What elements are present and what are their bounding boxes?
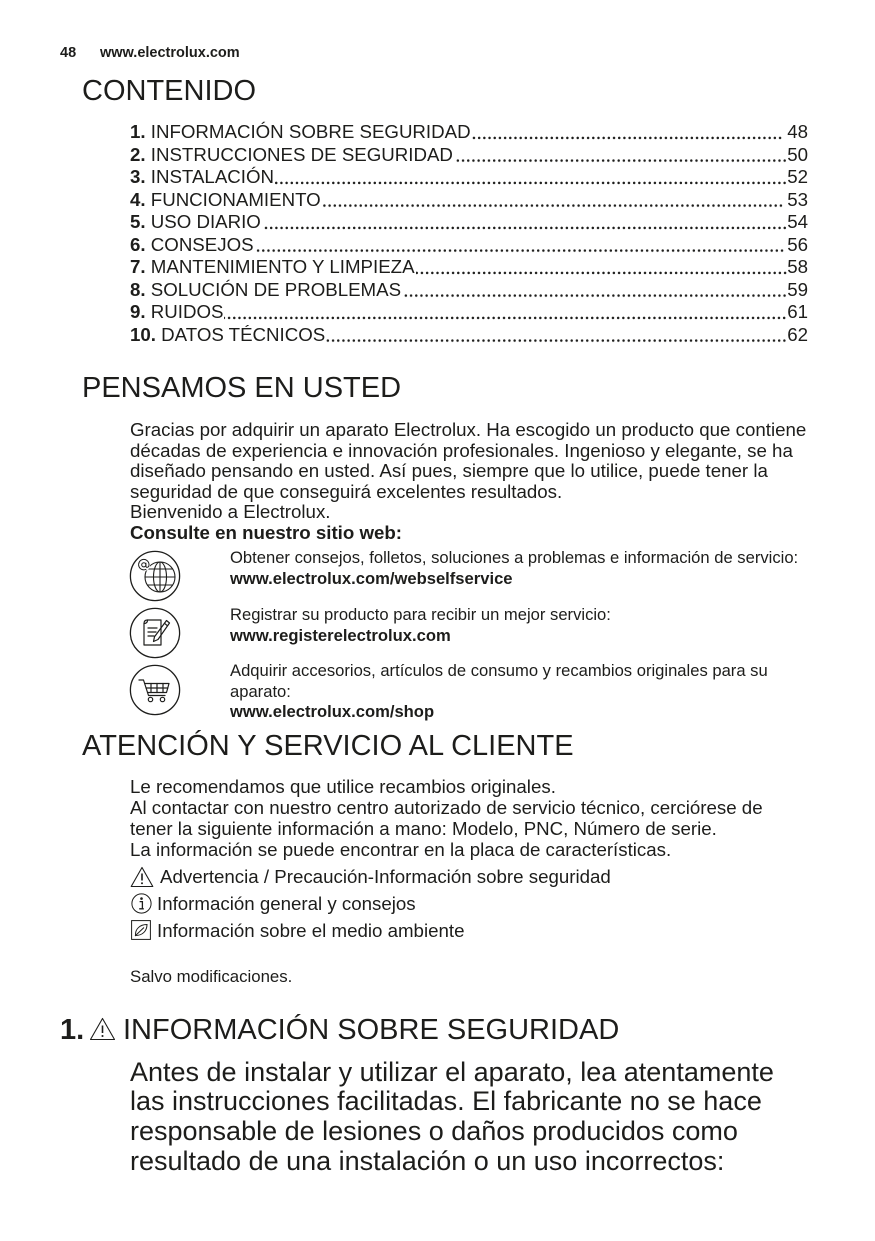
toc-item-page: 59 [787, 278, 808, 300]
toc-item-number: 2. [130, 143, 146, 165]
link-description: aparato: [230, 681, 291, 701]
toc-dot-leader [262, 211, 787, 234]
toc-item[interactable] [130, 279, 808, 302]
toc-item-page: 56 [787, 233, 808, 255]
paragraph-line: Gracias por adquirir un aparato Electrolux. Ha escogido un producto que contiene [130, 419, 807, 440]
toc-dot-leader [322, 189, 784, 212]
register-notepad-icon [129, 607, 181, 659]
header-website: www.electrolux.com [100, 45, 240, 61]
toc-item-title: FUNCIONAMIENTO [150, 188, 321, 210]
link-url[interactable]: www.registerelectrolux.com [230, 625, 451, 645]
link-description: Obtener consejos, folletos, soluciones a problemas e información de servicio: [230, 548, 799, 567]
customer-care-paragraph [130, 777, 763, 861]
toc-item-title: DATOS TÉCNICOS [161, 323, 326, 345]
toc-dot-leader [416, 256, 788, 279]
paragraph-line: Bienvenido a Electrolux. [130, 501, 331, 523]
toc-item-page: 50 [787, 143, 808, 165]
consult-website-label: Consulte en nuestro sitio web: [130, 521, 403, 543]
paragraph-line: Al contactar con nuestro centro autorizado de servicio técnico, cerciórese de [130, 796, 763, 818]
toc-item-number: 6. [130, 233, 146, 255]
warning-icon [89, 1017, 116, 1041]
link-description: Adquirir accesorios, artículos de consumo y recambios originales para su [230, 661, 768, 680]
toc-item-title: RUIDOS [150, 301, 224, 323]
toc-item-title: SOLUCIÓN DE PROBLEMAS [150, 278, 402, 300]
thinking-of-you-paragraph [130, 420, 806, 544]
toc-item[interactable] [130, 166, 808, 189]
toc-item[interactable] [130, 301, 808, 324]
toc-item-number: 9. [130, 301, 146, 323]
symbol-label-warning: Advertencia / Precaución-Información sobre seguridad [160, 866, 611, 887]
toc-item[interactable] [130, 324, 808, 347]
toc-dot-leader [454, 144, 787, 167]
toc-item-page: 62 [787, 323, 808, 345]
safety-intro-paragraph [130, 1058, 774, 1177]
toc-item[interactable] [130, 121, 808, 144]
toc-item-title: INSTALACIÓN [150, 166, 275, 188]
link-description: Registrar su producto para recibir un mejor servicio: [230, 605, 611, 624]
toc-item-page: 48 [787, 121, 808, 142]
subject-to-change-note: Salvo modificaciones. [130, 967, 293, 986]
link-block-webselfservice [230, 548, 798, 589]
symbol-label-environment: Información sobre el medio ambiente [157, 920, 465, 941]
thinking-of-you-heading: PENSAMOS EN USTED [82, 372, 402, 404]
paragraph-line: seguridad de que conseguirá excelentes resultados. [130, 480, 563, 502]
toc-item-page: 61 [787, 301, 808, 323]
toc-item[interactable] [130, 211, 808, 234]
toc-item-page: 53 [787, 188, 808, 210]
toc-item-number: 10. [130, 323, 156, 345]
link-url[interactable]: www.electrolux.com/webselfservice [230, 568, 513, 588]
toc-item[interactable] [130, 234, 808, 257]
toc-dot-leader [255, 234, 785, 257]
toc-dot-leader [326, 324, 787, 347]
customer-care-heading: ATENCIÓN Y SERVICIO AL CLIENTE [82, 730, 574, 762]
shopping-cart-icon [129, 664, 181, 716]
contents-heading: CONTENIDO [82, 75, 256, 107]
table-of-contents [130, 121, 808, 346]
paragraph-line: décadas de experiencia e innovación profesionales. Ingenioso y elegante, se ha [130, 439, 793, 461]
paragraph-line: diseñado pensando en usted. Así pues, siempre que lo utilice, puede tener la [130, 460, 768, 482]
toc-item[interactable] [130, 256, 808, 279]
toc-item-title: CONSEJOS [150, 233, 254, 255]
toc-item-page: 52 [787, 166, 808, 188]
paragraph-line: La información se puede encontrar en la placa de características. [130, 838, 672, 860]
globe-at-icon [129, 550, 181, 602]
toc-dot-leader [402, 279, 787, 302]
link-block-shop [230, 661, 768, 723]
toc-item-title: INSTRUCCIONES DE SEGURIDAD [150, 143, 453, 165]
toc-item[interactable] [130, 189, 808, 212]
toc-item-number: 4. [130, 188, 146, 210]
toc-item-title: MANTENIMIENTO Y LIMPIEZA [150, 256, 415, 278]
toc-item-title: INFORMACIÓN SOBRE SEGURIDAD [150, 121, 471, 142]
toc-dot-leader [224, 301, 787, 324]
paragraph-line: resultado de una instalación o un uso incorrectos: [130, 1145, 725, 1176]
section-number: 1. [60, 1014, 85, 1046]
paragraph-line: Le recomendamos que utilice recambios originales. [130, 776, 556, 797]
toc-item-number: 7. [130, 256, 146, 278]
toc-item-number: 3. [130, 166, 146, 188]
environment-leaf-icon [131, 920, 151, 940]
paragraph-line: tener la siguiente información a mano: Modelo, PNC, Número de serie. [130, 817, 717, 839]
toc-dot-leader [275, 166, 787, 189]
toc-dot-leader [472, 121, 783, 144]
toc-item-number: 8. [130, 278, 146, 300]
paragraph-line: las instrucciones facilitadas. El fabricante no se hace [130, 1086, 762, 1117]
link-block-register [230, 605, 611, 646]
info-icon [131, 893, 152, 914]
toc-item-page: 54 [787, 211, 808, 233]
paragraph-line: Antes de instalar y utilizar el aparato, lea atentamente [130, 1056, 774, 1087]
toc-item-title: USO DIARIO [150, 211, 261, 233]
toc-item-number: 5. [130, 211, 146, 233]
safety-heading: INFORMACIÓN SOBRE SEGURIDAD [123, 1014, 620, 1046]
toc-item-page: 58 [787, 256, 808, 278]
symbol-label-info: Información general y consejos [157, 893, 416, 914]
warning-icon [130, 866, 154, 888]
paragraph-line: responsable de lesiones o daños producidos como [130, 1115, 738, 1146]
toc-item-number: 1. [130, 121, 146, 142]
toc-item[interactable] [130, 144, 808, 167]
link-url[interactable]: www.electrolux.com/shop [230, 702, 435, 721]
page-number: 48 [60, 45, 77, 61]
